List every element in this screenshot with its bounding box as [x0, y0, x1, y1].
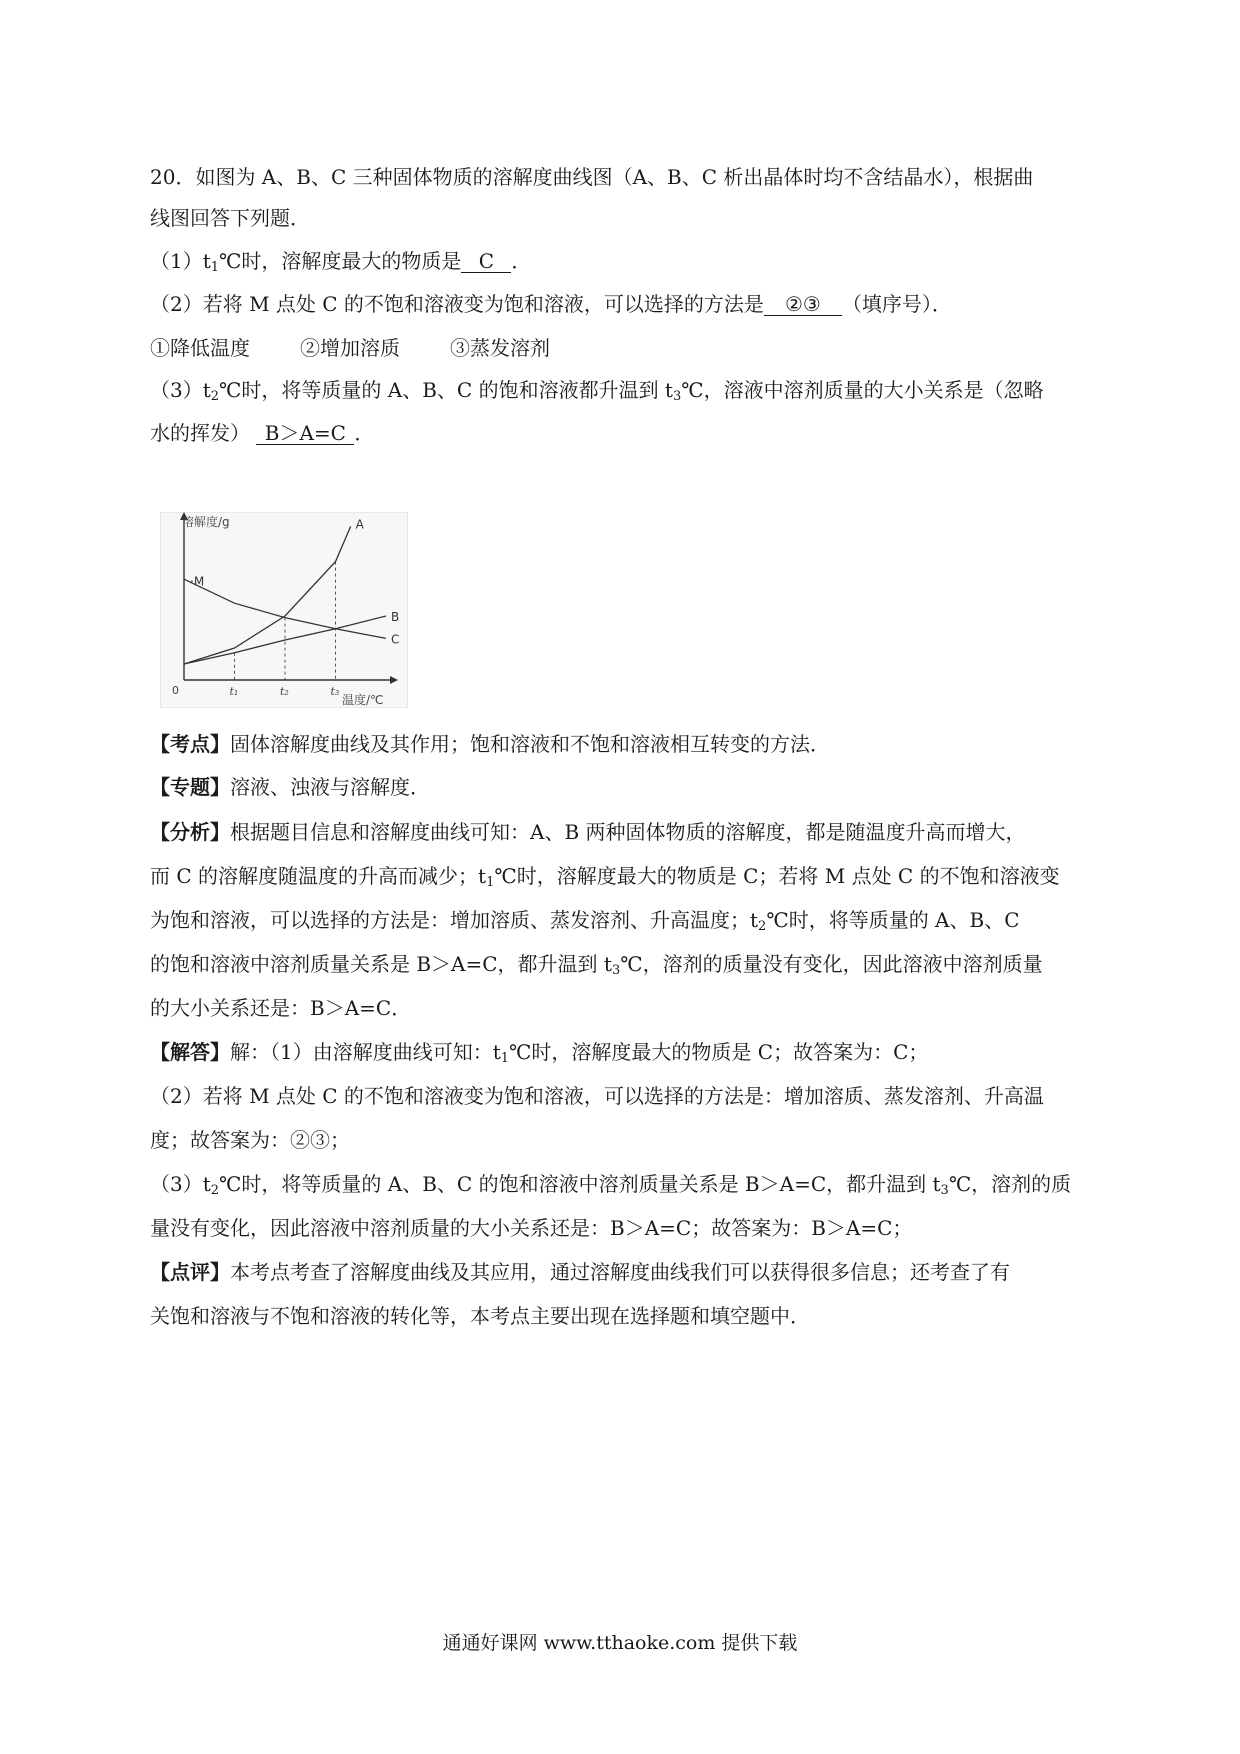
- x-axis-label: 温度/℃: [342, 693, 384, 707]
- jieda-text-4b: ℃时，将等质量的 A、B、C 的饱和溶液中溶剂质量关系是 B＞A=C，都升温到 t: [219, 1172, 941, 1196]
- fenxi-tag: 【分析】: [150, 820, 230, 844]
- jieda-subscript-2: 2: [210, 1183, 220, 1198]
- kaodian-text: 固体溶解度曲线及其作用；饱和溶液和不饱和溶液相互转变的方法．: [230, 732, 830, 756]
- q3-prefix: （3）t: [150, 378, 211, 402]
- kaodian-line: [150, 732, 830, 756]
- option-3: ③蒸发溶剂: [450, 336, 550, 360]
- jieda-tag: 【解答】: [150, 1040, 230, 1064]
- q1-end: ．: [511, 249, 532, 273]
- solubility-chart: [160, 512, 408, 708]
- zhuanti-line: [150, 775, 430, 799]
- fenxi-text-1: 根据题目信息和溶解度曲线可知：A、B 两种固体物质的溶解度，都是随温度升高而增大，: [230, 820, 1026, 844]
- fenxi-text-2b: ℃时，溶解度最大的物质是 C；若将 M 点处 C 的不饱和溶液变: [494, 864, 1060, 888]
- q1-answer-blank: C: [461, 250, 511, 273]
- fenxi-text-3a: 为饱和溶液，可以选择的方法是：增加溶质、蒸发溶剂、升高温度；t: [150, 908, 759, 932]
- fenxi-line-4: [150, 952, 1043, 983]
- question-part-2: [150, 292, 952, 316]
- fenxi-line-5: 的大小关系还是：B＞A=C．: [150, 996, 412, 1020]
- jieda-text-4a: （3）t: [150, 1172, 211, 1196]
- fenxi-text-4a: 的饱和溶液中溶剂质量关系是 B＞A=C，都升温到 t: [150, 952, 612, 976]
- y-axis-label: 溶解度/g: [182, 515, 230, 529]
- zhuanti-tag: 【专题】: [150, 775, 230, 799]
- series-label-B: B: [391, 610, 400, 624]
- jieda-text-4c: ℃，溶剂的质: [948, 1172, 1072, 1196]
- jieda-subscript-3: 3: [940, 1183, 949, 1198]
- q3-subscript: 2: [210, 389, 220, 404]
- option-2: ②增加溶质: [300, 336, 400, 360]
- options-line: [150, 336, 550, 360]
- fenxi-subscript-3: 3: [611, 963, 621, 978]
- q2-text: （2）若将 M 点处 C 的不饱和溶液变为饱和溶液，可以选择的方法是: [150, 292, 764, 316]
- question-line-2: 线图回答下列题．: [150, 206, 310, 230]
- jieda-line-5: 量没有变化，因此溶液中溶剂质量的大小关系还是：B＞A=C；故答案为：B＞A=C；: [150, 1216, 913, 1240]
- jieda-text-1a: 解：（1）由溶解度曲线可知：t: [230, 1040, 501, 1064]
- jieda-line-4: [150, 1172, 1071, 1203]
- q3-line2: 水的挥发）: [150, 421, 250, 445]
- option-1: ①降低温度: [150, 336, 250, 360]
- question-line-1: 20．如图为 A、B、C 三种固体物质的溶解度曲线图（A、B、C 析出晶体时均不含结晶水），根据曲: [150, 165, 1034, 189]
- q3-answer-blank: B＞A=C: [256, 422, 354, 445]
- q3-end: ．: [354, 421, 375, 445]
- q3-text: ℃时，将等质量的 A、B、C 的饱和溶液都升温到 t: [219, 378, 673, 402]
- kaodian-tag: 【考点】: [150, 732, 230, 756]
- fenxi-subscript-2: 2: [758, 919, 767, 934]
- fenxi-line-1: [150, 820, 1026, 844]
- q2-answer-blank: ②③: [764, 293, 842, 316]
- fenxi-text-2a: 而 C 的溶解度随温度的升高而减少；t: [150, 864, 487, 888]
- question-part-1: [150, 249, 531, 280]
- origin-label: 0: [172, 684, 179, 697]
- jieda-text-1b: ℃时，溶解度最大的物质是 C；故答案为：C；: [509, 1040, 929, 1064]
- q1-text: ℃时，溶解度最大的物质是: [219, 249, 462, 273]
- fenxi-line-2: [150, 864, 1060, 895]
- question-part-3-line-2: [150, 421, 374, 445]
- q2-end: （填序号）．: [841, 292, 952, 316]
- series-label-C: C: [391, 632, 400, 647]
- q1-subscript: 1: [210, 260, 220, 275]
- jieda-line-2: （2）若将 M 点处 C 的不饱和溶液变为饱和溶液，可以选择的方法是：增加溶质、蒸发溶剂、升高温: [150, 1084, 1044, 1108]
- x-tick-label-1: t₁: [229, 685, 239, 698]
- dianping-tag: 【点评】: [150, 1260, 230, 1284]
- series-label-A: A: [355, 517, 364, 532]
- fenxi-line-3: [150, 908, 1020, 939]
- x-tick-label-3: t₃: [330, 685, 340, 698]
- chart-frame: [160, 512, 408, 708]
- x-tick-label-2: t₂: [280, 685, 289, 698]
- dianping-line-1: [150, 1260, 1010, 1284]
- jieda-line-1: [150, 1040, 928, 1071]
- jieda-subscript-1: 1: [500, 1051, 510, 1066]
- q3-subscript-2: 3: [672, 389, 682, 404]
- fenxi-subscript-1: 1: [486, 875, 495, 890]
- dianping-line-2: 关饱和溶液与不饱和溶液的转化等，本考点主要出现在选择题和填空题中．: [150, 1304, 810, 1328]
- point-m-label: ·M: [190, 574, 205, 589]
- q3-text-2: ℃，溶液中溶剂质量的大小关系是（忽略: [681, 378, 1044, 402]
- fenxi-text-4b: ℃，溶剂的质量没有变化，因此溶液中溶剂质量: [620, 952, 1043, 976]
- jieda-line-3: 度；故答案为：②③；: [150, 1128, 350, 1152]
- fenxi-text-3b: ℃时，将等质量的 A、B、C: [766, 908, 1020, 932]
- page-footer: 通通好课网 www.tthaoke.com 提供下载: [442, 1632, 798, 1654]
- question-part-3: [150, 378, 1044, 409]
- dianping-text-1: 本考点考查了溶解度曲线及其应用，通过溶解度曲线我们可以获得很多信息；还考查了有: [230, 1260, 1010, 1284]
- q1-prefix: （1）t: [150, 249, 211, 273]
- zhuanti-text: 溶液、浊液与溶解度．: [230, 775, 430, 799]
